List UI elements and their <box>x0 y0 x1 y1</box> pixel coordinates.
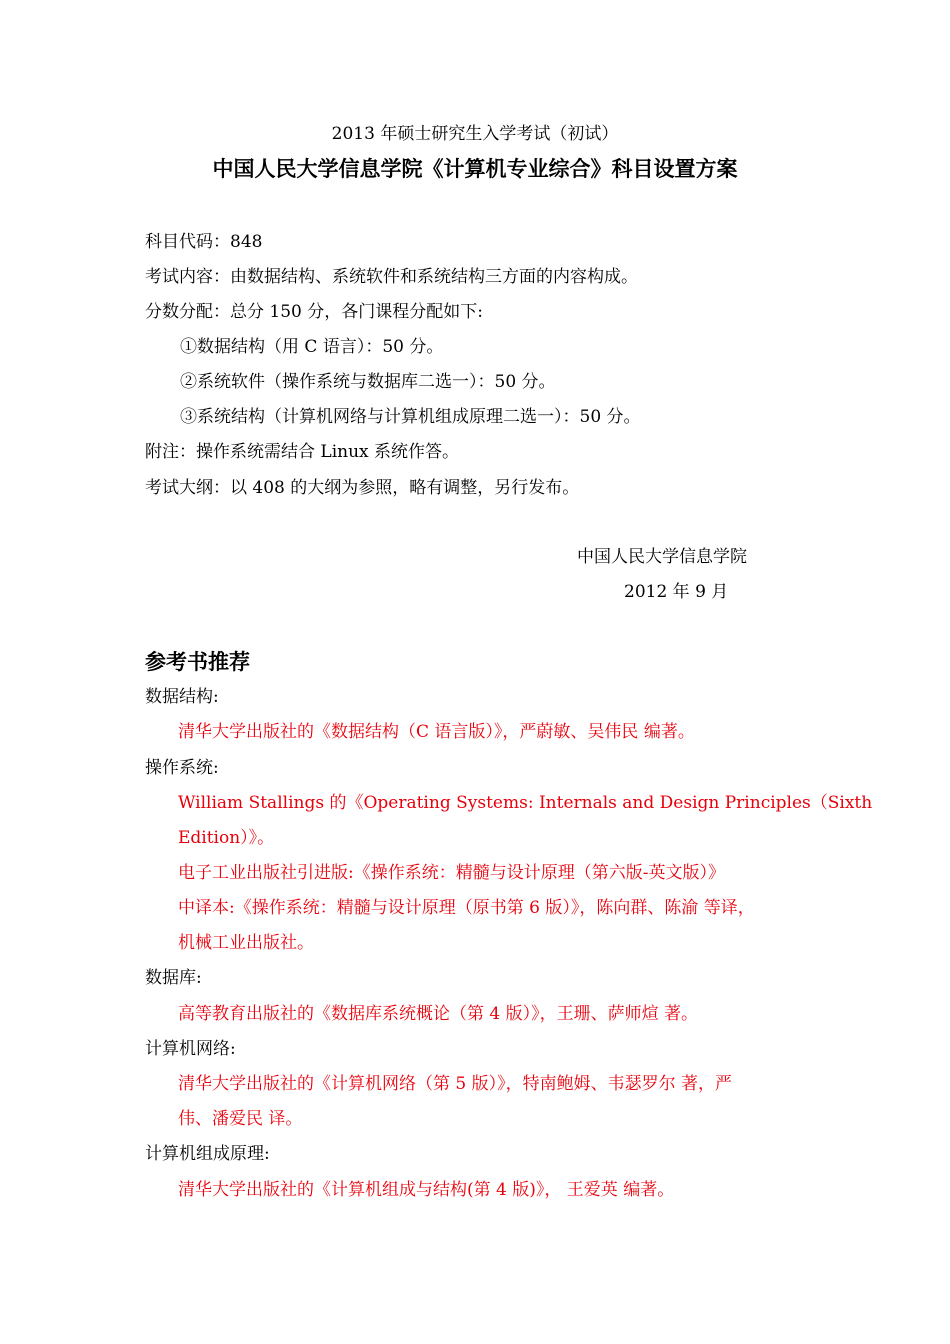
book-entry-continued: Edition）》。 <box>178 828 275 848</box>
book-entry: 中译本:《操作系统：精髓与设计原理（原书第 6 版）》，陈向群、陈渝 等译， <box>178 898 755 918</box>
score-item: ③系统结构（计算机网络与计算机组成原理二选一）：50 分。 <box>180 407 641 427</box>
book-entry: 清华大学出版社的《数据结构（C 语言版）》，严蔚敏、吴伟民 编著。 <box>178 722 695 742</box>
book-entry: 电子工业出版社引进版:《操作系统：精髓与设计原理（第六版-英文版）》 <box>178 863 725 883</box>
book-category-label: 计算机网络: <box>145 1039 236 1059</box>
book-entry: 清华大学出版社的《计算机网络（第 5 版）》，特南鲍姆、韦瑟罗尔 著，严 <box>178 1074 733 1094</box>
signature-date: 2012 年 9 月 <box>624 582 729 602</box>
score-distribution: 分数分配：总分 150 分，各门课程分配如下: <box>145 302 483 322</box>
signature-org: 中国人民大学信息学院 <box>577 547 747 567</box>
book-category-label: 计算机组成原理: <box>145 1144 270 1164</box>
page-title: 中国人民大学信息学院《计算机专业综合》科目设置方案 <box>212 156 738 181</box>
exam-outline: 考试大纲：以 408 的大纲为参照，略有调整，另行发布。 <box>145 478 580 498</box>
exam-subtitle: 2013 年硕士研究生入学考试（初试） <box>331 124 619 144</box>
book-category-label: 操作系统: <box>145 758 219 778</box>
book-category-label: 数据结构: <box>145 687 219 707</box>
subject-code: 科目代码：848 <box>145 232 263 252</box>
books-heading: 参考书推荐 <box>145 649 250 674</box>
book-entry-continued: 机械工业出版社。 <box>178 933 314 953</box>
book-entry-continued: 伟、潘爱民 译。 <box>178 1109 303 1129</box>
book-category-label: 数据库: <box>145 968 202 988</box>
book-entry: 高等教育出版社的《数据库系统概论（第 4 版）》，王珊、萨师煊 著。 <box>178 1004 699 1024</box>
book-entry: 清华大学出版社的《计算机组成与结构(第 4 版)》， 王爱英 编著。 <box>178 1180 675 1200</box>
note: 附注：操作系统需结合 Linux 系统作答。 <box>145 442 460 462</box>
score-item: ①数据结构（用 C 语言）：50 分。 <box>180 337 444 357</box>
exam-content: 考试内容：由数据结构、系统软件和系统结构三方面的内容构成。 <box>145 267 638 287</box>
score-item: ②系统软件（操作系统与数据库二选一）：50 分。 <box>180 372 556 392</box>
book-entry: William Stallings 的《Operating Systems: Internals and Design Principles（Sixth <box>178 793 873 813</box>
